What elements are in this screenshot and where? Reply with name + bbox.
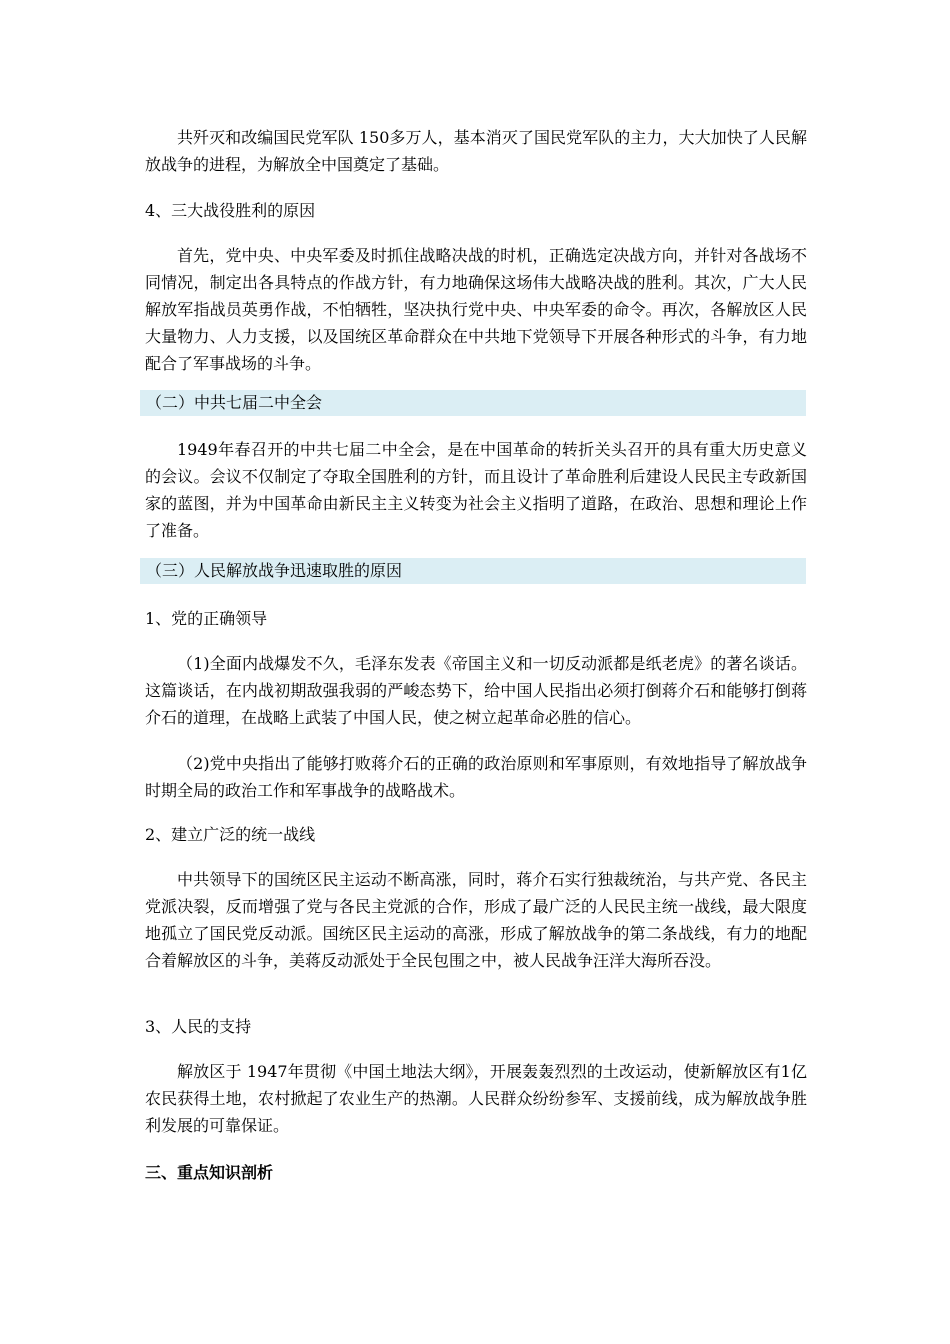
heading-united-front: 2、建立广泛的统一战线 xyxy=(145,825,316,844)
paragraph-leadership-1: （1)全面内战爆发不久，毛泽东发表《帝国主义和一切反动派都是纸老虎》的著名谈话。这篇谈话，在内战初期敌强我弱的严峻态势下，给中国人民指出必须打倒蒋介石和能够打倒蒋介石的道理，在战略上武装了中国人民，使之树立起革命必胜的信心。 xyxy=(145,654,807,727)
paragraph-victory-reasons: 首先，党中央、中央军委及时抓住战略决战的时机，正确选定决战方向，并针对各战场不同情况，制定出各具特点的作战方针，有力地确保这场伟大战略决战的胜利。其次，广大人民解放军指战员英勇作战，不怕牺牲，坚决执行党中央、中央军委的命令。再次，各解放区人民大量物力、人力支援，以及国统区革命群众在中共地下党领导下开展各种形式的斗争，有力地配合了军事战场的斗争。 xyxy=(145,246,807,373)
heading-people-support: 3、人民的支持 xyxy=(145,1017,252,1036)
heading-party-leadership: 1、党的正确领导 xyxy=(145,609,268,628)
paragraph-people-support: 解放区于 1947年贯彻《中国土地法大纲》，开展轰轰烈烈的土改运动，使新解放区有1亿农民获得土地，农村掀起了农业生产的热潮。人民群众纷纷参军、支援前线，成为解放战争胜利发展的可靠保证。 xyxy=(145,1062,807,1135)
paragraph-campaign-result: 共歼灭和改编国民党军队 150多万人，基本消灭了国民党军队的主力，大大加快了人民解放战争的进程，为解放全中国奠定了基础。 xyxy=(145,128,807,174)
section-bar-second-plenum: （二）中共七届二中全会 xyxy=(140,390,806,416)
paragraph-leadership-2: （2)党中央指出了能够打败蒋介石的正确的政治原则和军事原则，有效地指导了解放战争时期全局的政治工作和军事战争的战略战术。 xyxy=(145,754,807,800)
section-bar-war-reasons: （三）人民解放战争迅速取胜的原因 xyxy=(140,558,806,584)
paragraph-united-front: 中共领导下的国统区民主运动不断高涨，同时，蒋介石实行独裁统治，与共产党、各民主党派决裂，反而增强了党与各民主党派的合作，形成了最广泛的人民民主统一战线，最大限度地孤立了国民党反动派。国统区民主运动的高涨，形成了解放战争的第二条战线，有力的地配合着解放区的斗争，美蒋反动派处于全民包围之中，被人民战争汪洋大海所吞没。 xyxy=(145,870,807,970)
heading-key-analysis: 三、重点知识剖析 xyxy=(145,1163,274,1182)
paragraph-second-plenum: 1949年春召开的中共七届二中全会，是在中国革命的转折关头召开的具有重大历史意义的会议。会议不仅制定了夺取全国胜利的方针，而且设计了革命胜利后建设人民民主专政新国家的蓝图，并为中国革命由新民主主义转变为社会主义指明了道路，在政治、思想和理论上作了准备。 xyxy=(145,440,807,540)
heading-victory-reasons: 4、三大战役胜利的原因 xyxy=(145,201,316,220)
